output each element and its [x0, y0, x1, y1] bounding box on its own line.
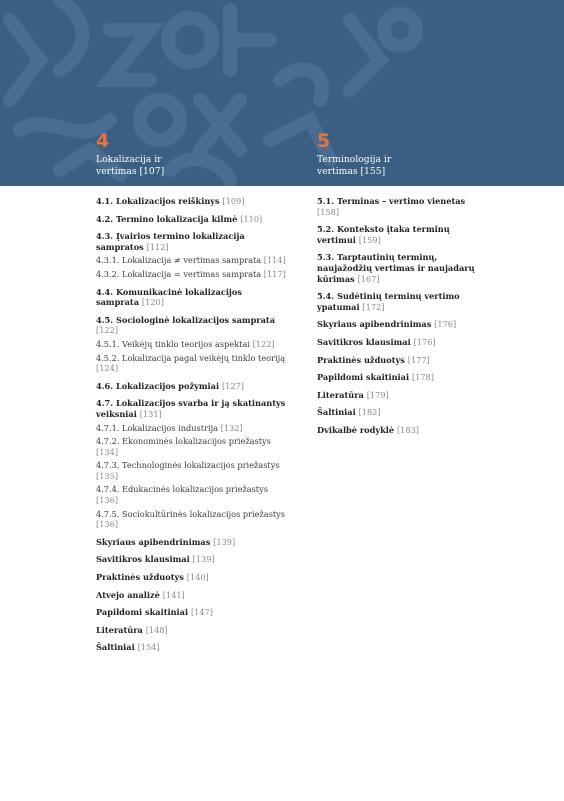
toc-page-number: [158]: [317, 206, 340, 217]
chapter-number: 5: [317, 130, 331, 152]
toc-subentry[interactable]: [96, 460, 286, 481]
toc-entry[interactable]: [96, 287, 286, 308]
toc-entry-title: 4.7.5. Sociokultūrinės lokalizacijos priežastys: [96, 508, 286, 519]
toc-entry[interactable]: [317, 390, 487, 401]
toc-entry-title: Papildomi skaitiniai: [317, 372, 410, 383]
toc-page-number: [117]: [263, 268, 286, 279]
toc-page-number: [131]: [139, 408, 162, 419]
toc-subentry[interactable]: [96, 255, 286, 266]
toc-entry[interactable]: [96, 590, 286, 601]
chapter-title: Terminologija ir vertimas [155]: [317, 154, 392, 177]
toc-entry-title: 4.5. Sociologinė lokalizacijos samprata: [96, 314, 276, 325]
toc-page-number: [122]: [252, 338, 275, 349]
toc-entry-title: Savitikros klausimai: [317, 336, 411, 347]
toc-entry-title: 4.7.2. Ekonominės lokalizacijos priežastys: [96, 436, 271, 447]
toc-entry[interactable]: [317, 196, 487, 217]
toc-page-number: [139]: [192, 554, 215, 565]
toc-entry-title: 4.3.1. Lokalizacija ≠ vertimas samprata: [96, 255, 262, 266]
toc-entry[interactable]: [317, 337, 487, 348]
toc-entry[interactable]: [317, 252, 487, 284]
toc-subentry[interactable]: [96, 436, 286, 457]
chapter-5-heading: [317, 130, 407, 178]
toc-entry-title: Praktinės užduotys: [317, 354, 405, 365]
toc-subentry[interactable]: [96, 269, 286, 280]
toc-page-number: [132]: [220, 422, 243, 433]
toc-entry-title: 4.7.1. Lokalizacijos industrija: [96, 422, 219, 433]
toc-page-number: [127]: [221, 380, 244, 391]
toc-page-number: [139]: [213, 536, 236, 547]
toc-entry-title: 4.7.4. Edukacinės lokalizacijos priežastys: [96, 484, 268, 495]
toc-entry-title: 4.5.1. Veikėjų tinklo teorijos aspektai: [96, 338, 250, 349]
toc-column-chapter-5: [317, 196, 487, 436]
toc-page-number: [114]: [263, 255, 286, 266]
toc-page-number: [148]: [145, 624, 168, 635]
toc-entry[interactable]: [96, 625, 286, 636]
toc-entry[interactable]: [96, 607, 286, 618]
toc-entry-title: Atvejo analizė: [96, 589, 160, 600]
toc-entry[interactable]: [317, 425, 487, 436]
chapter-4-heading: [96, 130, 186, 178]
toc-entry[interactable]: [96, 231, 286, 252]
toc-entry-title: Savitikros klausimai: [96, 554, 190, 565]
toc-page-number: [176]: [413, 336, 436, 347]
toc-entry-title: Šaltiniai: [317, 407, 356, 418]
toc-page-number: [147]: [190, 607, 213, 618]
toc-page-number: [110]: [240, 213, 263, 224]
toc-entry[interactable]: [96, 554, 286, 565]
toc-entry[interactable]: [317, 407, 487, 418]
toc-entry-title: Literatūra: [317, 389, 364, 400]
toc-entry[interactable]: [317, 372, 487, 383]
chapter-title: Lokalizacija ir vertimas [107]: [96, 154, 165, 177]
toc-page-number: [176]: [434, 319, 457, 330]
toc-page-number: [172]: [362, 301, 385, 312]
toc-page-number: [134]: [96, 446, 119, 457]
toc-entry-title: 5.4. Sudėtinių terminų vertimo ypatumai: [317, 291, 460, 312]
toc-page-number: [140]: [186, 572, 209, 583]
toc-page-number: [159]: [358, 234, 381, 245]
toc-entry-title: 4.6. Lokalizacijos požymiai: [96, 380, 220, 391]
toc-page-number: [141]: [162, 589, 185, 600]
toc-page-number: [122]: [96, 325, 119, 336]
toc-entry-title: Skyriaus apibendrinimas: [317, 319, 432, 330]
chapter-number: 4: [96, 130, 110, 152]
toc-entry-title: 5.1. Terminas – vertimo vienetas: [317, 196, 466, 206]
toc-subentry[interactable]: [96, 484, 286, 505]
toc-subentry[interactable]: [96, 509, 286, 530]
toc-page-number: [179]: [366, 389, 389, 400]
toc-entry-title: 4.4. Komunikacinė lokalizacijos samprata: [96, 286, 242, 308]
toc-entry[interactable]: [96, 315, 286, 336]
toc-entry[interactable]: [96, 381, 286, 392]
toc-page-number: [178]: [411, 372, 434, 383]
toc-entry[interactable]: [317, 224, 487, 245]
toc-page-number: [112]: [146, 241, 169, 252]
toc-entry-title: 4.1. Lokalizacijos reiškinys: [96, 196, 220, 206]
toc-entry[interactable]: [96, 572, 286, 583]
toc-page-number: [136]: [96, 519, 119, 530]
toc-entry-title: 5.2. Konteksto įtaka terminų vertimui: [317, 224, 450, 245]
toc-page-number: [177]: [407, 354, 430, 365]
toc-entry[interactable]: [317, 355, 487, 366]
toc-entry-title: 4.5.2. Lokalizacija pagal veikėjų tinklo teoriją: [96, 352, 285, 363]
toc-page-number: [109]: [222, 196, 245, 206]
toc-column-chapter-4: [96, 196, 286, 653]
toc-page-number: [136]: [96, 495, 119, 506]
toc-entry-title: Dvikalbė rodyklė: [317, 424, 395, 435]
toc-entry-title: 4.7. Lokalizacijos svarba ir ją skatinantys veiksniai: [96, 398, 286, 419]
toc-entry[interactable]: [96, 642, 286, 653]
toc-subentry[interactable]: [96, 423, 286, 434]
chapter-header-band: [0, 0, 564, 186]
toc-subentry[interactable]: [96, 339, 286, 350]
toc-page-number: [154]: [137, 642, 160, 653]
toc-subentry[interactable]: [96, 353, 286, 374]
toc-entry-title: 4.3. Įvairios termino lokalizacija sampratos: [96, 231, 245, 252]
toc-page-number: [135]: [96, 470, 119, 481]
toc-entry-title: Šaltiniai: [96, 642, 135, 653]
toc-entry-title: Papildomi skaitiniai: [96, 607, 189, 618]
toc-entry-title: Skyriaus apibendrinimas: [96, 536, 211, 547]
toc-entry[interactable]: [317, 291, 487, 312]
toc-page-number: [124]: [96, 363, 119, 374]
toc-entry-title: 4.2. Termino lokalizacija kilmė: [96, 213, 238, 224]
toc-entry[interactable]: [96, 398, 286, 419]
toc-entry-title: 4.3.2. Lokalizacija = vertimas samprata: [96, 268, 262, 279]
toc-entry-title: 4.7.3. Technologinės lokalizacijos priežastys: [96, 460, 280, 471]
toc-page-number: [167]: [357, 273, 380, 284]
toc-entry-title: Praktinės užduotys: [96, 572, 184, 583]
toc-page-number: [183]: [396, 424, 419, 435]
toc-entry[interactable]: [317, 319, 487, 330]
toc-entry-title: Literatūra: [96, 624, 143, 635]
toc-entry[interactable]: [96, 537, 286, 548]
toc-page-number: [182]: [358, 407, 381, 418]
decorative-letter-pattern: [0, 0, 564, 186]
toc-entry[interactable]: [96, 196, 286, 207]
toc-entry-title: 5.3. Tarptautinių terminų, naujažodžių vertimas ir naujadarų kūrimas: [317, 252, 475, 284]
toc-page-number: [120]: [141, 297, 164, 308]
toc-entry[interactable]: [96, 214, 286, 225]
